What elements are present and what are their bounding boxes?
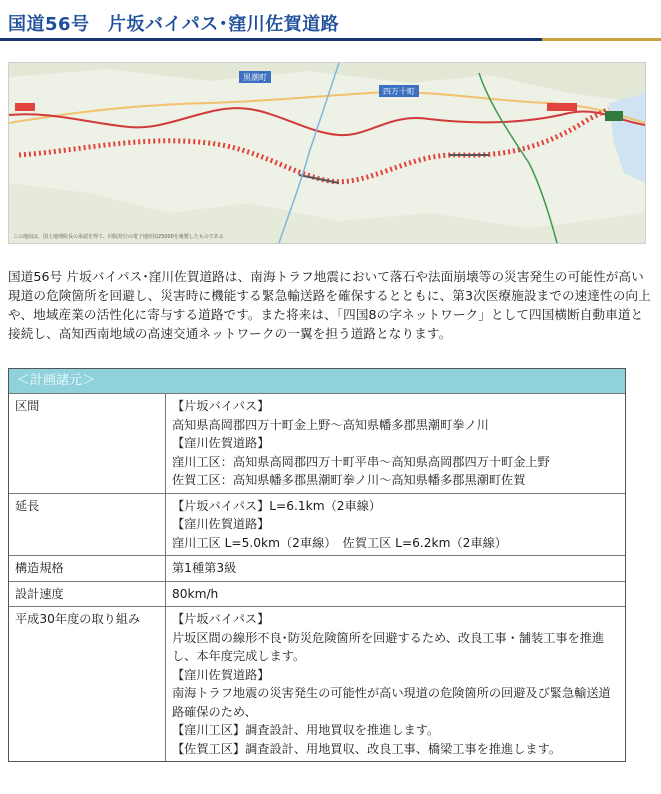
table-row (9, 607, 625, 762)
map-label-shimanto: 四万十町 (383, 87, 415, 96)
row-value-line: 【片坂バイパス】 (172, 612, 270, 626)
table-row (9, 394, 625, 494)
row-value (166, 607, 626, 762)
row-value-line: 【窪川佐賀道路】 (172, 517, 270, 531)
row-value-line: 【片坂バイパス】 (172, 399, 270, 413)
spec-table-box (8, 368, 626, 762)
row-value (166, 493, 626, 556)
row-value-line: 窪川工区 L=5.0km（2車線） 佐賀工区 L=6.2km（2車線） (172, 535, 507, 550)
row-label: 区間 (9, 394, 166, 494)
row-value-line: 80km/h (172, 586, 219, 601)
map-label-kuroshio: 黒潮町 (243, 73, 267, 82)
page-title: 国道56号 片坂バイパス･窪川佐賀道路 (8, 14, 340, 35)
spec-table (9, 393, 625, 761)
row-value-line: 【片坂バイパス】L=6.1km（2車線） (172, 498, 382, 513)
row-label: 構造規格 (9, 556, 166, 582)
table-row (9, 556, 625, 582)
row-value-line: 【窪川佐賀道路】 (172, 436, 270, 450)
intro-paragraph: 国道56号 片坂バイパス･窪川佐賀道路は、南海トラフ地震において落石や法面崩壊等の災害発生の可能性が高い現道の危険箇所を回避し、災害時に機能する緊急輸送路を確保するとともに、第3次医療施設までの速達性の向上や、地域産業の活性化に寄与する道路です。また将来は、「四国8の字ネットワーク」として四国横断自動車道と接続し、高知西南地域の高速交通ネットワークの一翼を担う道路となります。 (8, 269, 651, 341)
row-value-line: 【窪川佐賀道路】 (172, 667, 270, 682)
table-row (9, 581, 625, 607)
table-row (9, 493, 625, 556)
row-value-line: 【窪川工区】調査設計、用地買収を推進します。 (172, 723, 440, 737)
title-underline (0, 38, 661, 41)
route-map (8, 62, 646, 244)
row-value-line: 佐賀工区：高知県幡多郡黒潮町拳ノ川～高知県幡多郡黒潮町佐賀 (172, 473, 526, 487)
map-footnote: この地図は、国土地理院長の承認を得て、同院発行の電子地形図25000を複製したものである (13, 234, 224, 240)
row-label: 延長 (9, 493, 166, 556)
row-value-line: 【佐賀工区】調査設計、用地買収、改良工事、橋梁工事を推進します。 (172, 741, 562, 756)
route-map-drawing (9, 63, 645, 243)
row-value-line: 第1種第3級 (172, 561, 237, 575)
row-label: 設計速度 (9, 581, 166, 607)
spec-table-header: ＜計画諸元＞ (9, 369, 625, 393)
row-value-line: 窪川工区：高知県高岡郡四万十町平串～高知県高岡郡四万十町金上野 (172, 454, 550, 469)
row-value (166, 581, 626, 607)
row-label: 平成30年度の取り組み (9, 607, 166, 762)
row-value (166, 556, 626, 582)
row-value (166, 394, 626, 494)
row-value-line: 南海トラフ地震の災害発生の可能性が高い現道の危険箇所の回避及び緊急輸送道路確保のため、 (172, 686, 611, 719)
row-value-line: 片坂区間の線形不良･防災危険箇所を回避するため、改良工事・舗装工事を推進し、本年度完成します。 (172, 630, 605, 663)
row-value-line: 高知県高岡郡四万十町金上野～高知県幡多郡黒潮町拳ノ川 (172, 417, 489, 432)
